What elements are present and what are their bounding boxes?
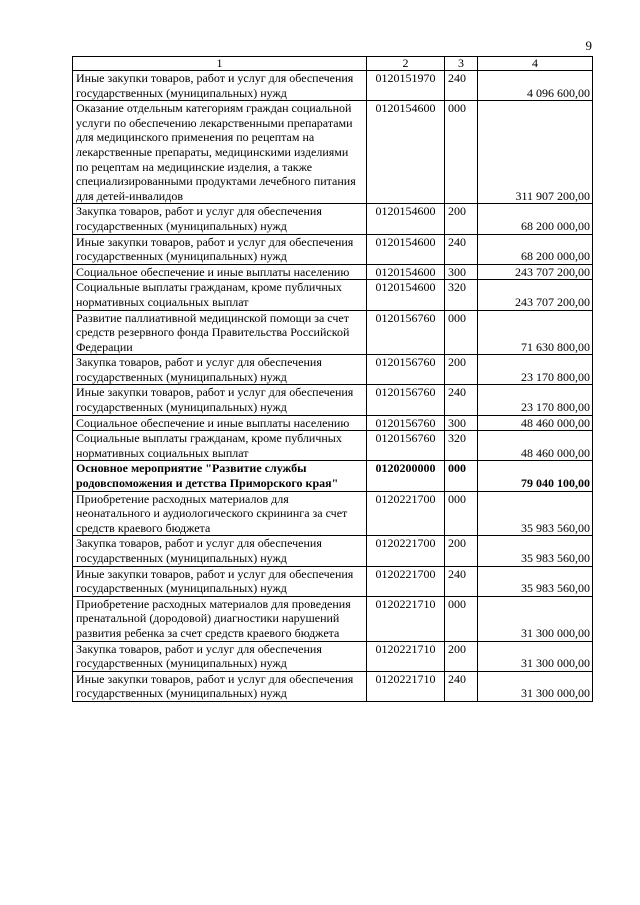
table-row [73, 355, 593, 385]
row-code-cell: 0120221710 [367, 671, 445, 701]
row-amount-cell: 311 907 200,00 [478, 101, 593, 204]
row-name-cell: Закупка товаров, работ и услуг для обеспечения государственных (муниципальных) нужд [73, 355, 367, 385]
row-amount-cell: 23 170 800,00 [478, 385, 593, 415]
row-amount-cell: 35 983 560,00 [478, 566, 593, 596]
row-type-cell: 320 [445, 431, 478, 461]
row-type-cell: 240 [445, 385, 478, 415]
row-type-cell: 240 [445, 234, 478, 264]
table-row [73, 71, 593, 101]
row-name-cell: Закупка товаров, работ и услуг для обеспечения государственных (муниципальных) нужд [73, 536, 367, 566]
row-name-cell: Приобретение расходных материалов для неонатального и аудиологического скрининга за счет средств краевого бюджета [73, 491, 367, 536]
row-name-cell: Социальные выплаты гражданам, кроме публичных нормативных социальных выплат [73, 280, 367, 310]
row-name-cell: Социальное обеспечение и иные выплаты населению [73, 264, 367, 280]
row-code-cell: 0120156760 [367, 415, 445, 431]
row-code-cell: 0120221710 [367, 641, 445, 671]
row-code-cell: 0120154600 [367, 204, 445, 234]
table-row [73, 101, 593, 204]
row-code-cell: 0120200000 [367, 461, 445, 491]
row-code-cell: 0120156760 [367, 310, 445, 355]
row-name-cell: Закупка товаров, работ и услуг для обеспечения государственных (муниципальных) нужд [73, 204, 367, 234]
row-type-cell: 000 [445, 596, 478, 641]
row-name-cell: Основное мероприятие "Развитие службы родовспоможения и детства Приморского края" [73, 461, 367, 491]
row-amount-cell: 31 300 000,00 [478, 671, 593, 701]
row-type-cell: 300 [445, 415, 478, 431]
row-name-cell: Иные закупки товаров, работ и услуг для обеспечения государственных (муниципальных) нужд [73, 234, 367, 264]
row-amount-cell: 31 300 000,00 [478, 641, 593, 671]
row-name-cell: Социальные выплаты гражданам, кроме публичных нормативных социальных выплат [73, 431, 367, 461]
row-name-cell: Приобретение расходных материалов для проведения пренатальной (дородовой) диагностики нарушений развития ребенка за счет средств краевого бюджета [73, 596, 367, 641]
row-amount-cell: 48 460 000,00 [478, 415, 593, 431]
row-type-cell: 200 [445, 204, 478, 234]
table-row [73, 310, 593, 355]
column-header-3: 3 [445, 57, 478, 71]
row-code-cell: 0120156760 [367, 355, 445, 385]
row-type-cell: 000 [445, 491, 478, 536]
column-header-2: 2 [367, 57, 445, 71]
column-header-4: 4 [478, 57, 593, 71]
table-row [73, 461, 593, 491]
table-row [73, 385, 593, 415]
row-name-cell: Закупка товаров, работ и услуг для обеспечения государственных (муниципальных) нужд [73, 641, 367, 671]
table-row [73, 536, 593, 566]
table-row [73, 264, 593, 280]
row-code-cell: 0120156760 [367, 385, 445, 415]
table-row [73, 671, 593, 701]
row-name-cell: Социальное обеспечение и иные выплаты населению [73, 415, 367, 431]
row-type-cell: 240 [445, 566, 478, 596]
table-row [73, 415, 593, 431]
row-code-cell: 0120154600 [367, 264, 445, 280]
row-amount-cell: 35 983 560,00 [478, 491, 593, 536]
row-amount-cell: 71 630 800,00 [478, 310, 593, 355]
row-amount-cell: 68 200 000,00 [478, 234, 593, 264]
row-type-cell: 200 [445, 536, 478, 566]
row-code-cell: 0120221700 [367, 491, 445, 536]
table-row [73, 204, 593, 234]
row-code-cell: 0120221700 [367, 536, 445, 566]
row-code-cell: 0120151970 [367, 71, 445, 101]
row-type-cell: 200 [445, 355, 478, 385]
row-type-cell: 300 [445, 264, 478, 280]
row-amount-cell: 31 300 000,00 [478, 596, 593, 641]
row-name-cell: Иные закупки товаров, работ и услуг для обеспечения государственных (муниципальных) нужд [73, 71, 367, 101]
row-amount-cell: 243 707 200,00 [478, 280, 593, 310]
table-row [73, 566, 593, 596]
row-code-cell: 0120221710 [367, 596, 445, 641]
row-code-cell: 0120154600 [367, 280, 445, 310]
row-name-cell: Развитие паллиативной медицинской помощи за счет средств резервного фонда Правительства Российской Федерации [73, 310, 367, 355]
table-row [73, 491, 593, 536]
column-header-1: 1 [73, 57, 367, 71]
row-amount-cell: 243 707 200,00 [478, 264, 593, 280]
row-name-cell: Оказание отдельным категориям граждан социальной услуги по обеспечению лекарственными препаратами для медицинского применения по рецептам на лекарственные препараты, медицинскими изделиями по рецептам на медицинские изделия, а также специализированными продуктами лечебного питания для детей-инвалидов [73, 101, 367, 204]
table-row [73, 280, 593, 310]
table-header-row [73, 57, 593, 71]
row-code-cell: 0120154600 [367, 101, 445, 204]
row-amount-cell: 79 040 100,00 [478, 461, 593, 491]
row-amount-cell: 23 170 800,00 [478, 355, 593, 385]
budget-table [72, 56, 593, 702]
row-type-cell: 000 [445, 310, 478, 355]
row-amount-cell: 4 096 600,00 [478, 71, 593, 101]
row-amount-cell: 48 460 000,00 [478, 431, 593, 461]
row-amount-cell: 68 200 000,00 [478, 204, 593, 234]
page-number: 9 [585, 38, 592, 53]
row-type-cell: 320 [445, 280, 478, 310]
table-row [73, 596, 593, 641]
row-type-cell: 000 [445, 101, 478, 204]
row-type-cell: 000 [445, 461, 478, 491]
row-name-cell: Иные закупки товаров, работ и услуг для обеспечения государственных (муниципальных) нужд [73, 385, 367, 415]
row-name-cell: Иные закупки товаров, работ и услуг для обеспечения государственных (муниципальных) нужд [73, 671, 367, 701]
row-name-cell: Иные закупки товаров, работ и услуг для обеспечения государственных (муниципальных) нужд [73, 566, 367, 596]
table-body [73, 71, 593, 702]
table-row [73, 234, 593, 264]
row-code-cell: 0120156760 [367, 431, 445, 461]
row-type-cell: 200 [445, 641, 478, 671]
row-amount-cell: 35 983 560,00 [478, 536, 593, 566]
row-type-cell: 240 [445, 671, 478, 701]
row-code-cell: 0120221700 [367, 566, 445, 596]
table-row [73, 431, 593, 461]
row-code-cell: 0120154600 [367, 234, 445, 264]
table-row [73, 641, 593, 671]
row-type-cell: 240 [445, 71, 478, 101]
